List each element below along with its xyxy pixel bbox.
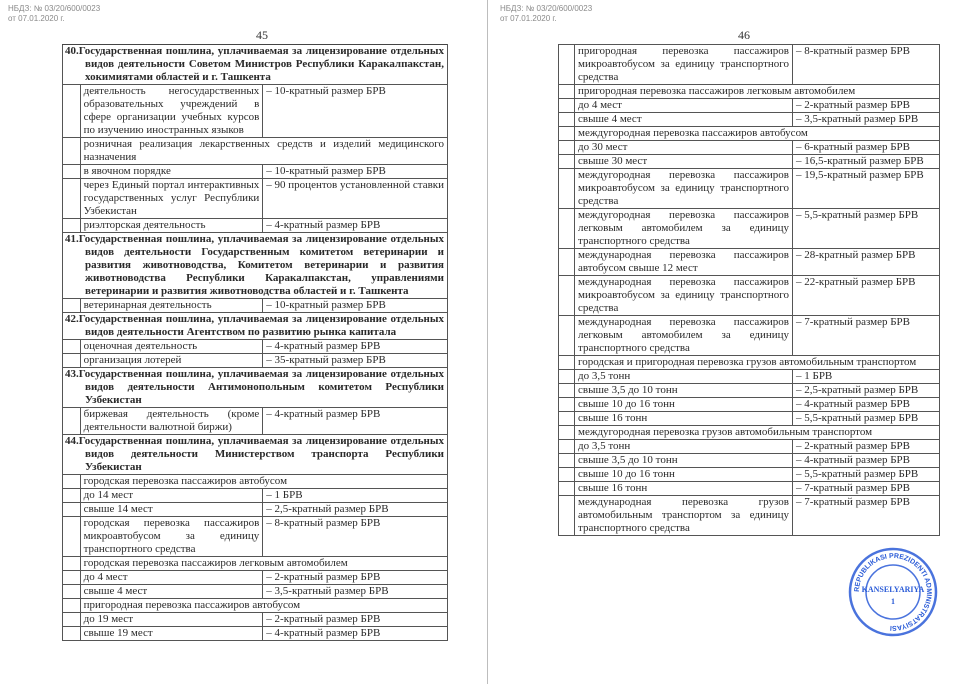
- fee-cell: – 90 процентов установленной ставки: [263, 179, 448, 219]
- table-row: [559, 113, 940, 127]
- category-cell: междугородная перевозка грузов автомобильным транспортом: [575, 426, 940, 440]
- category-cell: междугородная перевозка пассажиров автобусом: [575, 127, 940, 141]
- category-cell: городская перевозка пассажиров легковым автомобилем: [80, 557, 447, 571]
- table-row: [63, 299, 448, 313]
- fee-cell: – 19,5-кратный размер БРВ: [793, 169, 940, 209]
- fee-cell: – 2-кратный размер БРВ: [793, 99, 940, 113]
- page-number: 46: [738, 28, 750, 42]
- stamp-number: 1: [891, 597, 895, 606]
- number-cell: [63, 613, 81, 627]
- activity-cell: междугородная перевозка пассажиров легковым автомобилем за единицу транспортного средства: [575, 209, 793, 249]
- table-row: [63, 475, 448, 489]
- number-cell: [63, 408, 81, 435]
- section-header-row: [63, 435, 448, 475]
- number-cell: [559, 45, 575, 85]
- table-row: [559, 384, 940, 398]
- page-number: 45: [256, 28, 268, 42]
- category-cell: пригородная перевозка пассажиров легковым автомобилем: [575, 85, 940, 99]
- number-cell: [559, 85, 575, 99]
- table-row: [559, 356, 940, 370]
- table-row: [559, 141, 940, 155]
- number-cell: [559, 426, 575, 440]
- table-row: [63, 219, 448, 233]
- fee-cell: – 10-кратный размер БРВ: [263, 165, 448, 179]
- table-row: [63, 138, 448, 165]
- fee-table: [62, 44, 448, 641]
- fee-cell: – 5,5-кратный размер БРВ: [793, 412, 940, 426]
- activity-cell: риэлторская деятельность: [80, 219, 263, 233]
- activity-cell: международная перевозка пассажиров легковым автомобилем за единицу транспортного средства: [575, 316, 793, 356]
- number-cell: [559, 398, 575, 412]
- number-cell: [559, 113, 575, 127]
- number-cell: [559, 454, 575, 468]
- fee-cell: – 8-кратный размер БРВ: [793, 45, 940, 85]
- number-cell: [559, 141, 575, 155]
- number-cell: [63, 503, 81, 517]
- table-row: [559, 45, 940, 85]
- fee-cell: – 16,5-кратный размер БРВ: [793, 155, 940, 169]
- table-row: [63, 408, 448, 435]
- fee-cell: – 10-кратный размер БРВ: [263, 85, 448, 138]
- number-cell: [63, 585, 81, 599]
- registration-number: НБДЗ: № 03/20/600/0023: [500, 4, 593, 13]
- activity-cell: деятельность негосударственных образовательных учреждений в сфере организации учебных курсов по изучению иностранных языков: [80, 85, 263, 138]
- number-cell: [559, 99, 575, 113]
- number-cell: [63, 489, 81, 503]
- number-cell: [63, 138, 81, 165]
- number-cell: [63, 299, 81, 313]
- table-row: [559, 370, 940, 384]
- activity-cell: до 14 мест: [80, 489, 263, 503]
- table-row: [63, 517, 448, 557]
- fee-cell: – 3,5-кратный размер БРВ: [793, 113, 940, 127]
- activity-cell: пригородная перевозка пассажиров микроавтобусом за единицу транспортного средства: [575, 45, 793, 85]
- registration-note: [500, 4, 592, 24]
- table-row: [63, 340, 448, 354]
- fee-cell: – 4-кратный размер БРВ: [263, 627, 448, 641]
- fee-cell: – 7-кратный размер БРВ: [793, 482, 940, 496]
- number-cell: [63, 179, 81, 219]
- table-row: [63, 613, 448, 627]
- table-row: [559, 276, 940, 316]
- activity-cell: до 4 мест: [80, 571, 263, 585]
- activity-cell: свыше 4 мест: [575, 113, 793, 127]
- fee-cell: – 1 БРВ: [263, 489, 448, 503]
- activity-cell: до 3,5 тонн: [575, 370, 793, 384]
- fee-cell: – 4-кратный размер БРВ: [263, 340, 448, 354]
- number-cell: [63, 599, 81, 613]
- fee-cell: – 2-кратный размер БРВ: [263, 613, 448, 627]
- table-row: [63, 627, 448, 641]
- table-row: [559, 426, 940, 440]
- activity-cell: организация лотерей: [80, 354, 263, 368]
- activity-cell: международная перевозка пассажиров автобусом свыше 12 мест: [575, 249, 793, 276]
- fee-cell: – 8-кратный размер БРВ: [263, 517, 448, 557]
- number-cell: [559, 169, 575, 209]
- number-cell: [559, 370, 575, 384]
- table-row: [63, 557, 448, 571]
- section-header-row: [63, 368, 448, 408]
- number-cell: [63, 571, 81, 585]
- section-title: 41.Государственная пошлина, уплачиваемая за лицензирование отдельных видов деятельности Государственным комитетом ветеринарии и развития животноводства, Комитетом ветеринарии и развития животноводства Республики Каракалпакстан, управлениями ветеринарии и развития животноводства областей и г. Ташкента: [63, 233, 448, 299]
- activity-cell: международная перевозка пассажиров микроавтобусом за единицу транспортного средства: [575, 276, 793, 316]
- number-cell: [559, 249, 575, 276]
- table-row: [559, 169, 940, 209]
- table-row: [63, 571, 448, 585]
- category-cell: городская перевозка пассажиров автобусом: [80, 475, 447, 489]
- table-row: [559, 440, 940, 454]
- table-row: [63, 489, 448, 503]
- number-cell: [63, 475, 81, 489]
- fee-cell: – 10-кратный размер БРВ: [263, 299, 448, 313]
- activity-cell: свыше 14 мест: [80, 503, 263, 517]
- activity-cell: свыше 4 мест: [80, 585, 263, 599]
- activity-cell: свыше 19 мест: [80, 627, 263, 641]
- fee-cell: – 1 БРВ: [793, 370, 940, 384]
- number-cell: [63, 85, 81, 138]
- fee-table: [558, 44, 940, 536]
- activity-cell: междугородная перевозка пассажиров микроавтобусом за единицу транспортного средства: [575, 169, 793, 209]
- fee-cell: – 6-кратный размер БРВ: [793, 141, 940, 155]
- section-title: 40.Государственная пошлина, уплачиваемая за лицензирование отдельных видов деятельности Советом Министров Республики Каракалпакстан, хокимиятами областей и г. Ташкента: [63, 45, 448, 85]
- activity-cell: в явочном порядке: [80, 165, 263, 179]
- table-row: [559, 482, 940, 496]
- table-row: [559, 99, 940, 113]
- section-title: 43.Государственная пошлина, уплачиваемая за лицензирование отдельных видов деятельности Антимонопольным комитетом Республики Узбекистан: [63, 368, 448, 408]
- table-row: [559, 468, 940, 482]
- fee-cell: – 2,5-кратный размер БРВ: [793, 384, 940, 398]
- activity-cell: биржевая деятельность (кроме деятельности валютной биржи): [80, 408, 263, 435]
- number-cell: [63, 165, 81, 179]
- activity-cell: городская перевозка пассажиров микроавтобусом за единицу транспортного средства: [80, 517, 263, 557]
- category-cell: розничная реализация лекарственных средств и изделий медицинского назначения: [80, 138, 447, 165]
- number-cell: [559, 482, 575, 496]
- activity-cell: ветеринарная деятельность: [80, 299, 263, 313]
- activity-cell: до 30 мест: [575, 141, 793, 155]
- table-row: [63, 85, 448, 138]
- table-row: [63, 599, 448, 613]
- fee-cell: – 3,5-кратный размер БРВ: [263, 585, 448, 599]
- number-cell: [63, 340, 81, 354]
- section-header-row: [63, 45, 448, 85]
- activity-cell: оценочная деятельность: [80, 340, 263, 354]
- fee-cell: – 28-кратный размер БРВ: [793, 249, 940, 276]
- registration-date: от 07.01.2020 г.: [500, 14, 557, 23]
- fee-cell: – 35-кратный размер БРВ: [263, 354, 448, 368]
- number-cell: [559, 440, 575, 454]
- fee-cell: – 4-кратный размер БРВ: [263, 408, 448, 435]
- section-header-row: [63, 313, 448, 340]
- official-stamp: [848, 546, 938, 638]
- fee-cell: – 7-кратный размер БРВ: [793, 496, 940, 536]
- number-cell: [63, 627, 81, 641]
- table-row: [63, 179, 448, 219]
- number-cell: [559, 384, 575, 398]
- category-cell: пригородная перевозка пассажиров автобусом: [80, 599, 447, 613]
- table-row: [63, 354, 448, 368]
- fee-cell: – 7-кратный размер БРВ: [793, 316, 940, 356]
- number-cell: [559, 316, 575, 356]
- number-cell: [559, 356, 575, 370]
- fee-cell: – 2-кратный размер БРВ: [263, 571, 448, 585]
- number-cell: [559, 127, 575, 141]
- number-cell: [63, 557, 81, 571]
- section-header-row: [63, 233, 448, 299]
- table-row: [559, 155, 940, 169]
- number-cell: [559, 209, 575, 249]
- number-cell: [63, 354, 81, 368]
- activity-cell: до 3,5 тонн: [575, 440, 793, 454]
- category-cell: городская и пригородная перевозка грузов автомобильным транспортом: [575, 356, 940, 370]
- activity-cell: международная перевозка грузов автомобильным транспортом за единицу транспортного средства: [575, 496, 793, 536]
- number-cell: [559, 276, 575, 316]
- table-row: [559, 398, 940, 412]
- activity-cell: до 4 мест: [575, 99, 793, 113]
- fee-cell: – 4-кратный размер БРВ: [263, 219, 448, 233]
- table-row: [63, 585, 448, 599]
- number-cell: [63, 219, 81, 233]
- activity-cell: через Единый портал интерактивных государственных услуг Республики Узбекистан: [80, 179, 263, 219]
- table-row: [559, 249, 940, 276]
- section-title: 42.Государственная пошлина, уплачиваемая за лицензирование отдельных видов деятельности Агентством по развитию рынка капитала: [63, 313, 448, 340]
- table-row: [559, 316, 940, 356]
- number-cell: [559, 412, 575, 426]
- stamp-ring-text: REPUBLIKASI PREZIDENTI ADMINISTRATSIYASI: [853, 552, 933, 632]
- registration-date: от 07.01.2020 г.: [8, 14, 65, 23]
- number-cell: [559, 496, 575, 536]
- fee-cell: – 5,5-кратный размер БРВ: [793, 468, 940, 482]
- registration-number: НБДЗ: № 03/20/600/0023: [8, 4, 101, 13]
- fee-cell: – 4-кратный размер БРВ: [793, 398, 940, 412]
- registration-note: [8, 4, 100, 24]
- activity-cell: свыше 10 до 16 тонн: [575, 398, 793, 412]
- fee-cell: – 22-кратный размер БРВ: [793, 276, 940, 316]
- section-title: 44.Государственная пошлина, уплачиваемая за лицензирование отдельных видов деятельности Министерством транспорта Республики Узбекистан: [63, 435, 448, 475]
- table-row: [559, 127, 940, 141]
- activity-cell: свыше 16 тонн: [575, 412, 793, 426]
- fee-cell: – 2-кратный размер БРВ: [793, 440, 940, 454]
- table-row: [559, 496, 940, 536]
- activity-cell: до 19 мест: [80, 613, 263, 627]
- activity-cell: свыше 3,5 до 10 тонн: [575, 384, 793, 398]
- table-row: [559, 209, 940, 249]
- fee-cell: – 4-кратный размер БРВ: [793, 454, 940, 468]
- activity-cell: свыше 3,5 до 10 тонн: [575, 454, 793, 468]
- table-row: [559, 454, 940, 468]
- activity-cell: свыше 30 мест: [575, 155, 793, 169]
- fee-cell: – 5,5-кратный размер БРВ: [793, 209, 940, 249]
- table-row: [63, 165, 448, 179]
- activity-cell: свыше 16 тонн: [575, 482, 793, 496]
- number-cell: [559, 468, 575, 482]
- activity-cell: свыше 10 до 16 тонн: [575, 468, 793, 482]
- table-row: [63, 503, 448, 517]
- number-cell: [63, 517, 81, 557]
- fee-cell: – 2,5-кратный размер БРВ: [263, 503, 448, 517]
- table-row: [559, 85, 940, 99]
- number-cell: [559, 155, 575, 169]
- stamp-center-text: KANSELYARIYA: [861, 585, 925, 594]
- table-row: [559, 412, 940, 426]
